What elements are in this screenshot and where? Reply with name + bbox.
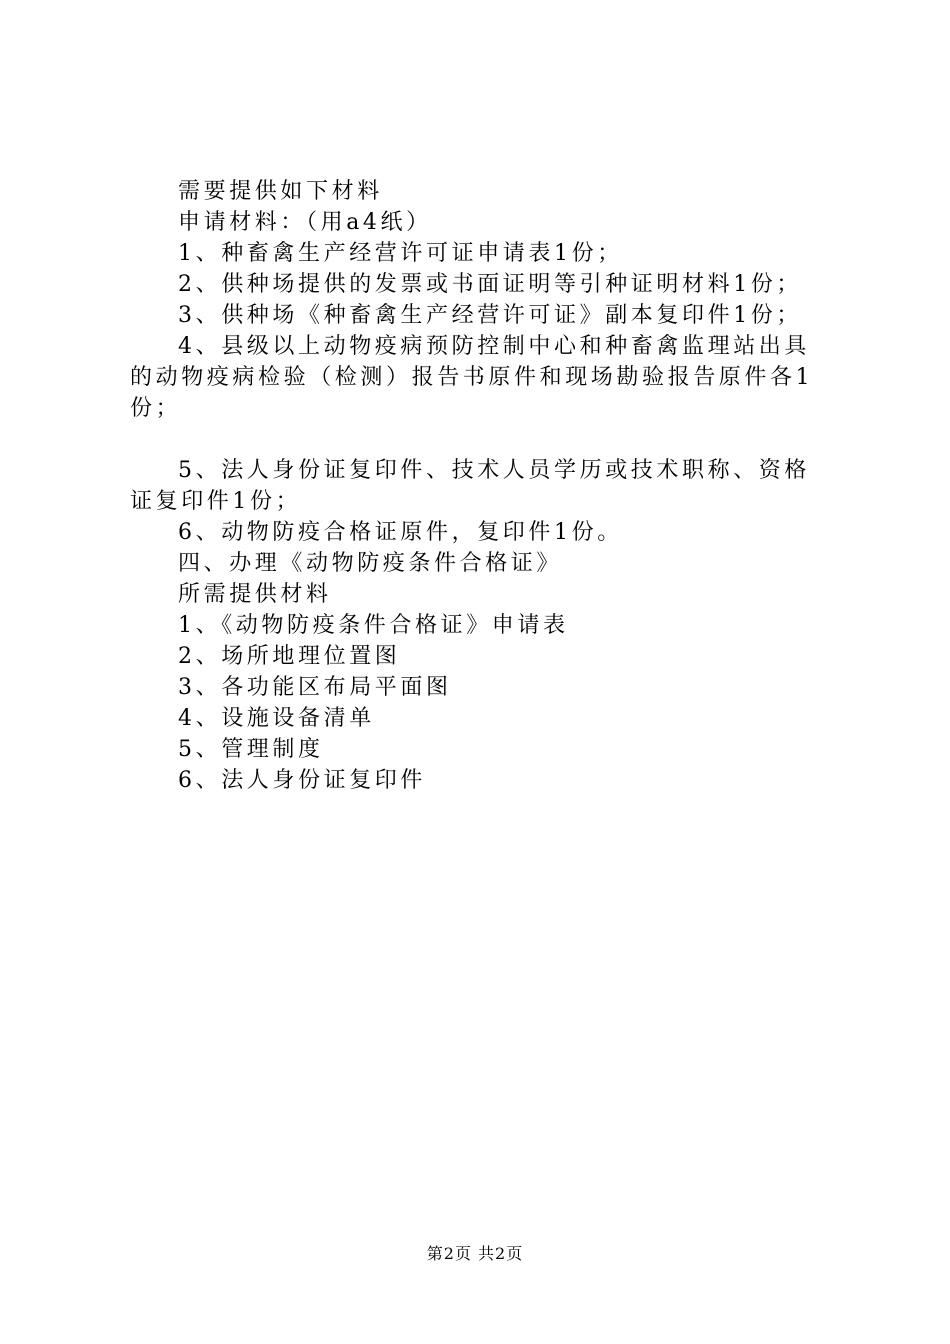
list-item: 6、法人身份证复印件 xyxy=(178,768,426,793)
list-item: 3、供种场《种畜禽生产经营许可证》副本复印件1份； xyxy=(178,303,802,328)
required-materials-label: 所需提供材料 xyxy=(178,582,332,607)
list-item: 4、县级以上动物疫病预防控制中心和种畜禽监理站出具的动物疫病检验（检测）报告书原件和现场勘验报告原件各1份； xyxy=(130,334,814,421)
application-materials-label: 申请材料：（用a4纸） xyxy=(178,210,432,235)
list-item: 4、设施设备清单 xyxy=(178,706,375,731)
list-item: 5、法人身份证复印件、技术人员学历或技术职称、资格证复印件1份； xyxy=(130,458,810,514)
section-heading: 四、办理《动物防疫条件合格证》 xyxy=(178,551,563,576)
list-item: 1、《动物防疫条件合格证》申请表 xyxy=(178,613,569,638)
list-item: 1、种畜禽生产经营许可证申请表1份； xyxy=(178,241,623,266)
list-item: 5、管理制度 xyxy=(178,737,324,762)
list-item: 6、动物防疫合格证原件，复印件1份。 xyxy=(178,520,623,545)
paragraph-gap xyxy=(130,424,835,455)
list-item: 3、各功能区布局平面图 xyxy=(178,675,452,700)
list-item: 2、场所地理位置图 xyxy=(178,644,401,669)
materials-heading: 需要提供如下材料 xyxy=(178,179,383,204)
document-body xyxy=(130,176,835,796)
list-item: 2、供种场提供的发票或书面证明等引种证明材料1份； xyxy=(178,272,802,297)
page-number-footer: 第2页 共2页 xyxy=(426,1244,524,1263)
